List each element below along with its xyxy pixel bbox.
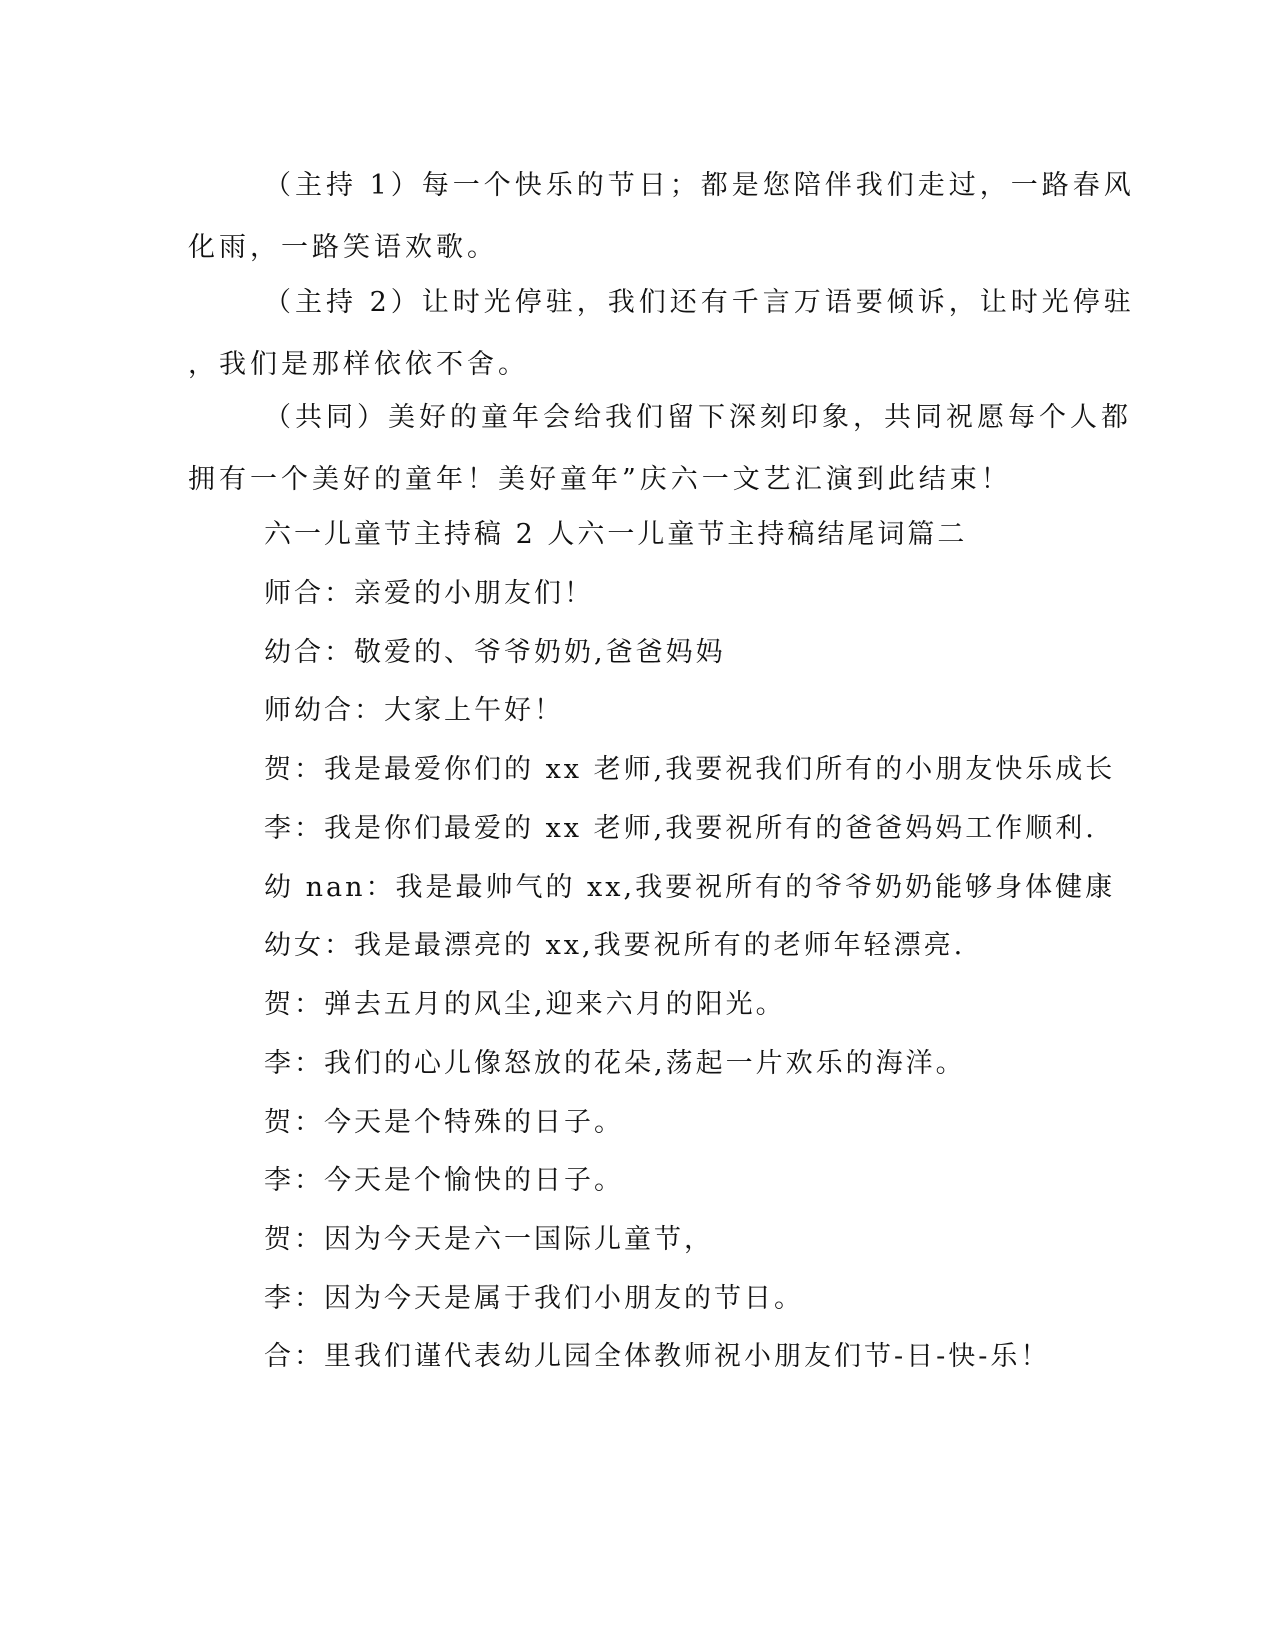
script-line: 李：我们的心儿像怒放的花朵,荡起一片欢乐的海洋。	[264, 1048, 966, 1079]
section-heading: 六一儿童节主持稿 2 人六一儿童节主持稿结尾词篇二	[264, 519, 968, 550]
script-line: 师合：亲爱的小朋友们！	[264, 578, 594, 609]
script-line: 合：里我们谨代表幼儿园全体教师祝小朋友们节-日-快-乐！	[264, 1341, 1051, 1372]
paragraph-line: 化雨，一路笑语欢歌。	[188, 232, 498, 263]
script-line: 贺：弹去五月的风尘,迎来六月的阳光。	[264, 989, 786, 1020]
script-line: 李：今天是个愉快的日子。	[264, 1165, 624, 1196]
paragraph-host1	[188, 155, 1135, 279]
paragraph-line: （共同）美好的童年会给我们留下深刻印象，共同祝愿每个人都	[264, 402, 1132, 433]
script-line: 幼女：我是最漂亮的 xx,我要祝所有的老师年轻漂亮.	[264, 930, 966, 961]
script-line: 师幼合：大家上午好！	[264, 695, 564, 726]
script-line: 贺：因为今天是六一国际儿童节，	[264, 1224, 714, 1255]
paragraph-line: （主持 2）让时光停驻，我们还有千言万语要倾诉，让时光停驻	[264, 287, 1135, 318]
script-line: 贺：我是最爱你们的 xx 老师,我要祝我们所有的小朋友快乐成长	[264, 754, 1116, 785]
paragraph-line: 拥有一个美好的童年！美好童年”庆六一文艺汇演到此结束！	[188, 464, 1012, 495]
script-line: 李：我是你们最爱的 xx 老师,我要祝所有的爸爸妈妈工作顺利.	[264, 813, 1097, 844]
paragraph-together	[188, 387, 1132, 511]
script-line: 幼合：敬爱的、爷爷奶奶,爸爸妈妈	[264, 637, 726, 668]
script-line: 贺：今天是个特殊的日子。	[264, 1107, 624, 1138]
script-line: 幼 nan：我是最帅气的 xx,我要祝所有的爷爷奶奶能够身体健康	[264, 872, 1116, 903]
paragraph-host2	[188, 272, 1135, 396]
paragraph-line: （主持 1）每一个快乐的节日；都是您陪伴我们走过，一路春风	[264, 170, 1135, 201]
paragraph-line: ，我们是那样依依不舍。	[188, 349, 529, 380]
script-line: 李：因为今天是属于我们小朋友的节日。	[264, 1283, 804, 1314]
